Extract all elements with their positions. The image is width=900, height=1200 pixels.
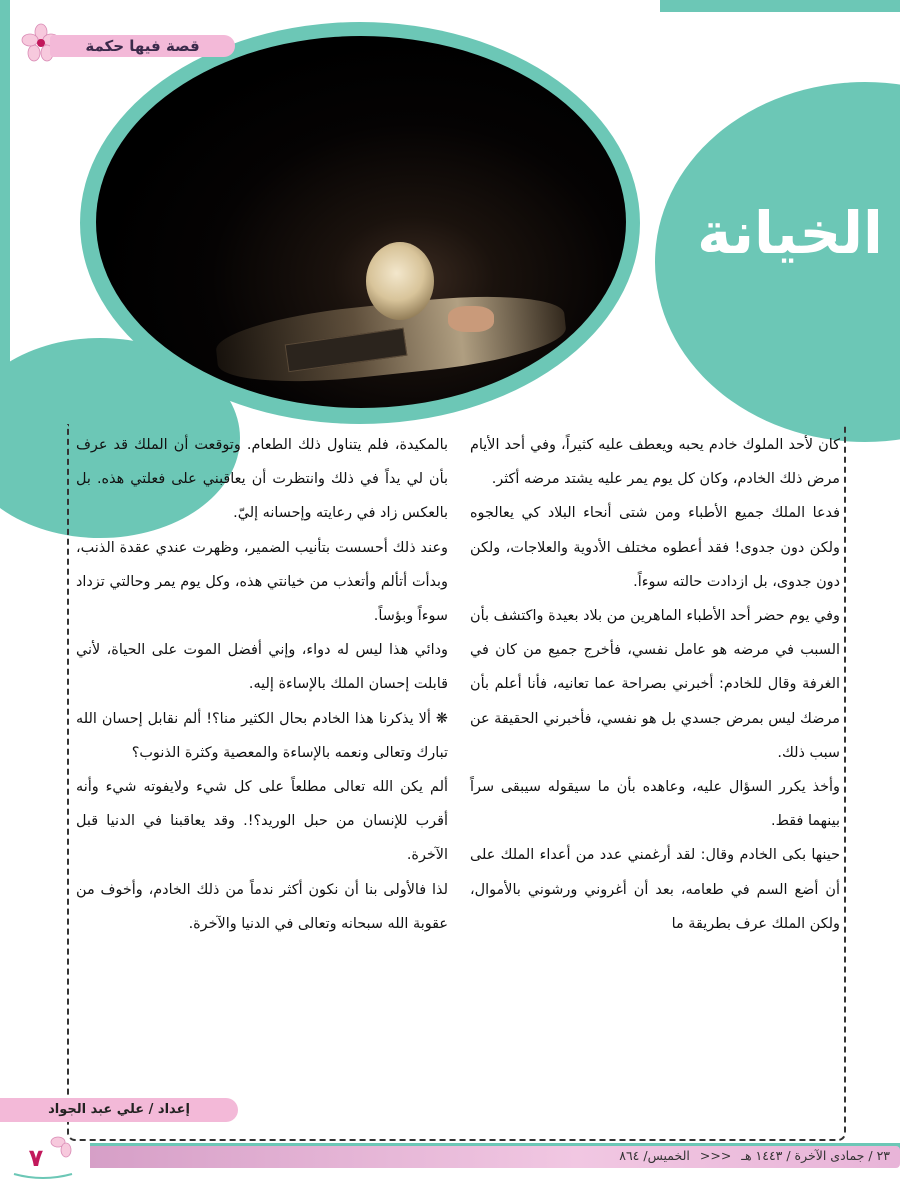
top-right-accent [660,0,900,12]
section-tag: قصة فيها حكمة [50,35,235,57]
paragraph: لذا فالأولى بنا أن نكون أكثر ندماً من ذلك الخادم، وأخوف من عقوبة الله سبحانه وتعالى في الدنيا والآخرة. [76,881,448,932]
paragraph: كان لأحد الملوك خادم يحبه ويعطف عليه كثيراً، وفي أحد الأيام مرض ذلك الخادم، وكان كل يوم يمر عليه يشتد مرضه أكثر. [470,437,840,488]
hand [448,306,494,332]
paragraph: بالمكيدة، فلم يتناول ذلك الطعام. وتوقعت أن الملك قد عرف بأن لي يداً في ذلك وانتظرت أن يعاقبني على فعلتي هذه. بل بالعكس زاد في رعايته وإحسانه إليّ. [76,437,448,522]
story-photo [96,36,626,408]
paragraph: فدعا الملك جميع الأطباء ومن شتى أنحاء البلاد كي يعالجوه ولكن دون جدوى! فقد أعطوه مختلف الأدوية والعلاجات، ولكن دون جدوى، بل ازدادت حالته سوءاً. [470,505,840,590]
paragraph: وعند ذلك أحسست بتأنيب الضمير، وظهرت عندي عقدة الذنب، وبدأت أتألم وأتعذب من خيانتي هذه، وكل يوم يمر وحالتي تزداد سوءاً وبؤساً. [76,539,448,625]
article-column-right [470,428,840,941]
paragraph: وأخذ يكرر السؤال عليه، وعاهده بأن ما سيقوله سيبقى سراً بينهما فقط. [470,779,840,830]
footer-issue: الخميس/ ٨٦٤ [619,1148,690,1163]
paragraph: ❋ ألا يذكرنا هذا الخادم بحال الكثير منا؟! ألم نقابل إحسان الله تبارك وتعالى ونعمه بالإساءة والمعصية وكثرة الذنوب؟ [76,710,448,761]
paragraph: حينها بكى الخادم وقال: لقد أرغمني عدد من أعداء الملك على أن أضع السم في طعامه، بعد أن أغروني ورشوني بالأموال، ولكن الملك عرف بطريقة ما [470,847,840,932]
footer-arrows: <<< [699,1148,732,1163]
author-credit: إعداد / علي عبد الجواد [0,1098,238,1122]
bowed-head [366,242,434,320]
page-number: ٧ [28,1144,44,1172]
article-column-left [76,428,448,941]
paragraph: ألم يكن الله تعالى مطلعاً على كل شيء ولايفوته شيء وأنه أقرب للإنسان من حبل الوريد؟!. وقد يعاقبنا في الدنيا قبل الآخرة. [76,779,448,864]
page-title: الخيانة [697,199,883,267]
paragraph: ودائي هذا ليس له دواء، وإني أفضل الموت على الحياة، لأني قابلت إحسان الملك بالإساءة إليه. [76,642,448,693]
footer-date: ٢٣ / جمادى الآخرة / ١٤٤٣ هـ [741,1148,890,1163]
paragraph: وفي يوم حضر أحد الأطباء الماهرين من بلاد بعيدة واكتشف بأن السبب في مرضه هو عامل نفسي، فأخرج جميع من كان في الغرفة وقال للخادم: أخبرني بصراحة عما تعانيه، فأنا أعلم بأن مرضك ليس بمرض جسدي بل هو نفسي، فأخبرني الحقيقة عن سبب ذلك. [470,608,840,761]
footer-bar [90,1146,900,1168]
